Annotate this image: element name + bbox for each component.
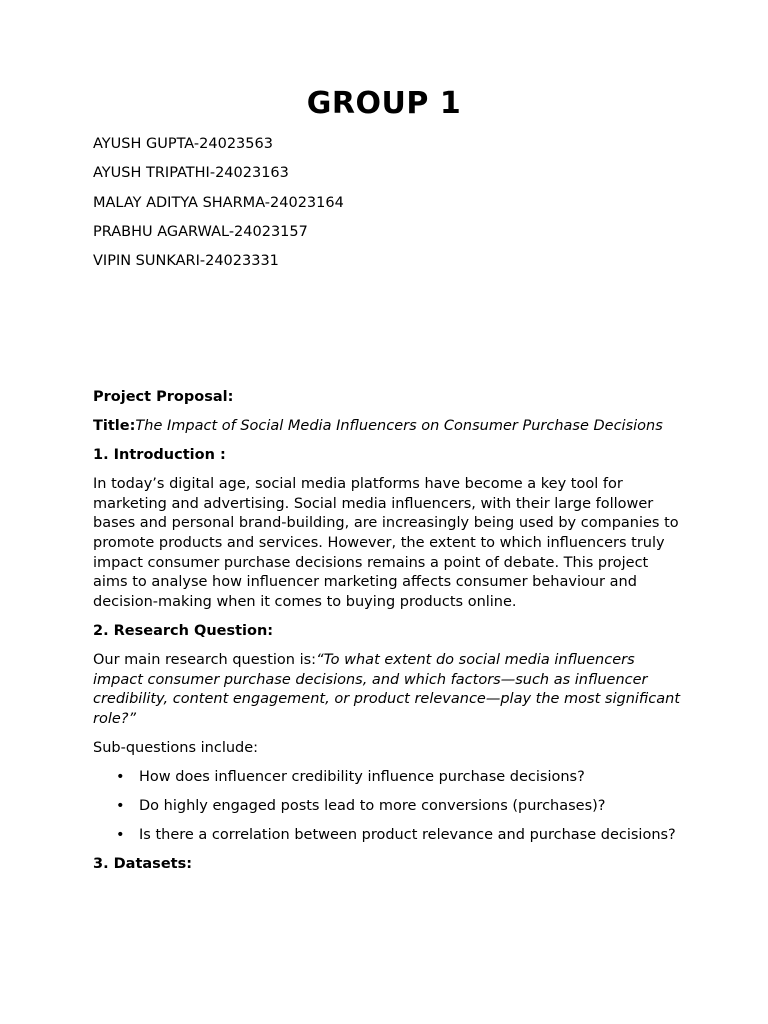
research-question-heading: 2. Research Question: [93, 622, 274, 639]
member-list [93, 134, 693, 280]
title-label: Title: [93, 418, 136, 435]
title-text: The Impact of Social Media Influencers on Consumer Purchase Decisions [135, 418, 663, 435]
datasets-heading: 3. Datasets: [93, 856, 193, 873]
page-title: GROUP 1 [306, 86, 462, 121]
subquestion-list [93, 768, 683, 846]
bullet-icon: • [116, 769, 125, 785]
member-name: MALAY ADITYA SHARMA-24023164 [93, 194, 344, 211]
introduction-paragraph: In today’s digital age, social media platforms have become a key tool for marketing and advertising. Social media influencers, with their large follower bases and personal brand-building, are increasingly being used by companies to promote products and services. However, the extent to which influencers truly impact consumer purchase decisions remains a point of debate. This project aims to analyse how influencer marketing affects consumer behaviour and decision-making when it comes to buying products online. [93, 476, 679, 610]
subquestion-text: Do highly engaged posts lead to more conversions (purchases)? [139, 798, 606, 815]
list-item [93, 826, 683, 846]
research-question-text: “To what extent do social media influencers impact consumer purchase decisions, and which factors—such as influencer credibility, content engagement, or product relevance—play the most significant role?” [93, 652, 681, 727]
member-name: AYUSH TRIPATHI-24023163 [93, 165, 289, 182]
member-name: PRABHU AGARWAL-24023157 [93, 223, 308, 240]
research-question-paragraph [93, 651, 683, 729]
introduction-heading: 1. Introduction : [93, 447, 226, 464]
proposal-title [93, 417, 683, 437]
subquestions-lead: Sub-questions include: [93, 739, 259, 756]
subquestion-text: Is there a correlation between product relevance and purchase decisions? [139, 827, 676, 844]
subquestion-text: How does influencer credibility influence purchase decisions? [139, 769, 585, 785]
member-name: VIPIN SUNKARI-24023331 [93, 253, 279, 270]
bullet-icon: • [116, 798, 125, 815]
research-question-lead: Our main research question is: [93, 652, 317, 669]
proposal-heading: Project Proposal: [93, 389, 234, 405]
proposal-body [93, 388, 683, 884]
bullet-icon: • [116, 827, 125, 844]
list-item [93, 768, 683, 788]
list-item [93, 797, 683, 817]
member-name: AYUSH GUPTA-24023563 [93, 136, 273, 152]
